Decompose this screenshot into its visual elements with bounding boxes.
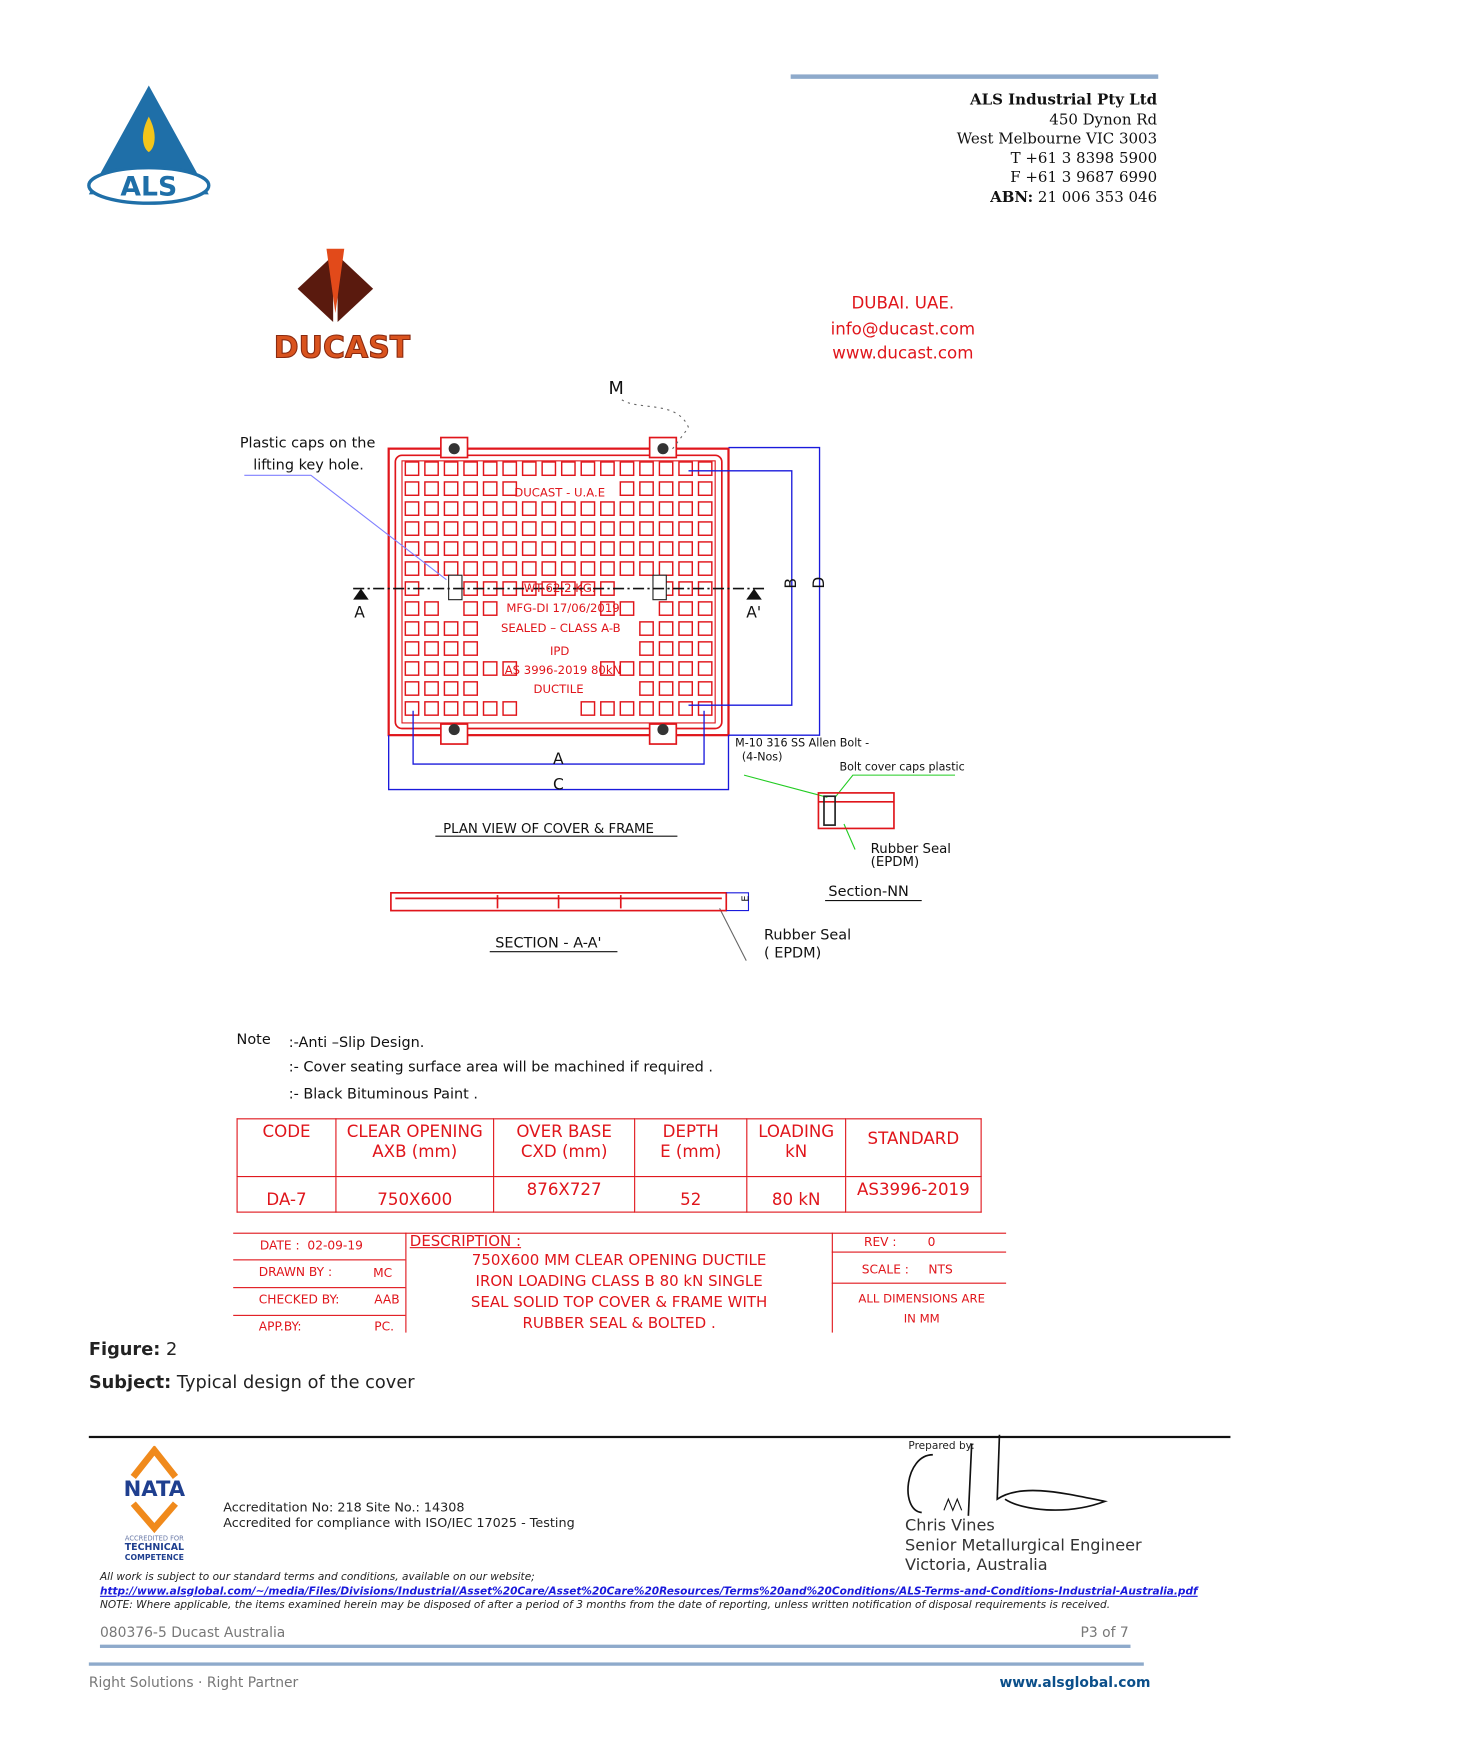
bolt-label: (4-Nos) (741, 750, 783, 764)
grid-square (405, 702, 418, 715)
grid-square (444, 522, 457, 535)
grid-square (484, 502, 497, 515)
grid-square (699, 602, 712, 615)
cover-markings (501, 485, 621, 696)
grid-square (405, 482, 418, 495)
ducast-email[interactable]: info@ducast.com (830, 318, 976, 339)
footer-rule-blue (89, 1662, 1144, 1665)
grid-square (679, 562, 692, 575)
grid-square (444, 622, 457, 635)
grid-square (484, 562, 497, 575)
grid-square (699, 482, 712, 495)
grid-square (464, 702, 477, 715)
grid-square (464, 522, 477, 535)
grid-square (659, 682, 672, 695)
figure-subject: Subject: Typical design of the cover (88, 1371, 415, 1393)
grid-square (425, 522, 438, 535)
grid-square (464, 662, 477, 675)
grid-square (640, 542, 653, 555)
grid-square (484, 602, 497, 615)
grid-square (405, 562, 418, 575)
section-aa-detail (391, 893, 726, 911)
grid-square (444, 562, 457, 575)
grid-square (620, 542, 633, 555)
grid-square (464, 602, 477, 615)
bolt-label: M-10 316 SS Allen Bolt - (735, 736, 870, 750)
grid-square (542, 562, 555, 575)
grid-square (620, 662, 633, 675)
grid-square (425, 702, 438, 715)
section-nn-detail (818, 793, 894, 829)
drawn-by-value: MC (373, 1265, 393, 1281)
grid-square (484, 482, 497, 495)
grid-square (425, 682, 438, 695)
svg-text:A: A (354, 603, 365, 622)
grid-square (699, 642, 712, 655)
grid-square (444, 662, 457, 675)
signature (900, 1433, 1122, 1527)
grid-square (484, 702, 497, 715)
rubber-seal-label: Rubber Seal (764, 927, 852, 944)
grid-square (562, 462, 575, 475)
grid-square (464, 642, 477, 655)
grid-square (679, 702, 692, 715)
grid-square (523, 542, 536, 555)
note-item: :- Black Bituminous Paint . (288, 1086, 478, 1103)
note-item: :-Anti –Slip Design. (288, 1034, 425, 1052)
signer-location: Victoria, Australia (905, 1556, 1048, 1575)
svg-text:A: A (553, 750, 564, 769)
grid-square (679, 602, 692, 615)
grid-square (601, 542, 614, 555)
grid-square (699, 462, 712, 475)
date-value: 02-09-19 (307, 1238, 363, 1253)
figure-caption: Figure: 2 (88, 1338, 178, 1360)
abn: 21 006 353 046 (1037, 188, 1158, 206)
grid-square (542, 542, 555, 555)
green-leaders (744, 775, 955, 849)
rubber-seal-label: ( EPDM) (764, 945, 822, 962)
section-aa-title: SECTION - A-A' (495, 935, 602, 952)
grid-square (640, 502, 653, 515)
terms-link[interactable]: http://www.alsglobal.com/~/media/Files/Divisions/Industrial/Asset%20Care/Asset%20Care%20Resources/Terms%20and%20Conditions/ALS-Terms-and-Conditions-Industrial-Australia.pdf (99, 1585, 1198, 1598)
grid-square (601, 502, 614, 515)
grid-square (640, 702, 653, 715)
grid-square (444, 502, 457, 515)
grid-square (699, 542, 712, 555)
grid-square (523, 522, 536, 535)
grid-square (640, 642, 653, 655)
grid-square (679, 462, 692, 475)
grid-square (640, 462, 653, 475)
grid-square (659, 662, 672, 675)
grid-square (679, 522, 692, 535)
grid-square (503, 462, 516, 475)
section-arrow-icon (746, 589, 762, 600)
svg-text:B: B (782, 577, 801, 589)
grid-square (405, 642, 418, 655)
grid-square (444, 702, 457, 715)
grid-square (464, 482, 477, 495)
grid-square (425, 542, 438, 555)
section-arrow-icon (353, 589, 369, 600)
lifting-key-hole-icon (653, 575, 666, 599)
grid-square (679, 622, 692, 635)
scale-value: NTS (928, 1262, 953, 1278)
grid-square (601, 562, 614, 575)
note-item: :- Cover seating surface area will be machined if required . (288, 1059, 714, 1077)
grid-square (679, 502, 692, 515)
cover-text: SEALED – CLASS A-B (500, 620, 621, 635)
grid-square (523, 502, 536, 515)
grid-square (601, 702, 614, 715)
svg-text:ACCREDITED FOR: ACCREDITED FOR (124, 1534, 184, 1543)
city: West Melbourne VIC 3003 (956, 129, 1158, 148)
svg-text:DUCAST: DUCAST (273, 330, 411, 364)
grid-square (464, 682, 477, 695)
grid-square (405, 462, 418, 475)
grid-square (581, 562, 594, 575)
grid-square (405, 502, 418, 515)
grid-square (425, 662, 438, 675)
grid-square (484, 542, 497, 555)
grid-square (405, 622, 418, 635)
svg-text:C: C (553, 775, 564, 794)
abn-label: ABN: (990, 188, 1034, 206)
dim-e-label: E (740, 895, 752, 902)
grid-square (640, 562, 653, 575)
grid-square (581, 542, 594, 555)
grid-square (659, 622, 672, 635)
grid-square (679, 682, 692, 695)
website-link[interactable]: www.alsglobal.com (999, 1673, 1151, 1691)
signer-block (905, 1516, 1142, 1576)
grid-square (444, 482, 457, 495)
grid-square (503, 542, 516, 555)
grid-square (405, 602, 418, 615)
grid-square (523, 562, 536, 575)
svg-text:NATA: NATA (123, 1475, 186, 1501)
grid-square (562, 522, 575, 535)
grid-square (699, 502, 712, 515)
grid-square (640, 622, 653, 635)
report-id: 080376-5 Ducast Australia (99, 1623, 286, 1641)
grid-square (464, 462, 477, 475)
grid-square (444, 642, 457, 655)
svg-text:TECHNICAL: TECHNICAL (124, 1542, 184, 1554)
app-by-value: PC. (374, 1319, 395, 1334)
grid-square (679, 542, 692, 555)
prepared-by-label: Prepared by: (908, 1440, 975, 1453)
svg-text:COMPETENCE: COMPETENCE (124, 1553, 184, 1563)
spec-table (237, 1118, 982, 1212)
grid-square (562, 562, 575, 575)
grid-square (542, 522, 555, 535)
grid-square (699, 562, 712, 575)
grid-square (444, 542, 457, 555)
rubber-seal-nn-label: (EPDM) (870, 855, 920, 871)
grid-square (484, 462, 497, 475)
grid-square (405, 662, 418, 675)
grid-square (503, 702, 516, 715)
note-label: Note (236, 1031, 271, 1049)
callout-leader (244, 475, 446, 579)
footer-rule-blue (100, 1645, 1131, 1648)
grid-square (542, 462, 555, 475)
rubber-seal-nn-label: Rubber Seal (870, 841, 952, 857)
grid-square (581, 502, 594, 515)
grid-square (620, 462, 633, 475)
checked-by-value: AAB (374, 1292, 400, 1308)
signer-name: Chris Vines (905, 1516, 995, 1535)
grid-square (659, 702, 672, 715)
rubber-seal-leader (720, 908, 747, 960)
signer-title: Senior Metallurgical Engineer (905, 1536, 1142, 1555)
grid-square (659, 562, 672, 575)
svg-text:M: M (608, 379, 624, 400)
grid-square (659, 502, 672, 515)
grid-square (699, 522, 712, 535)
fax: F +61 3 9687 6990 (1010, 168, 1158, 187)
terms: All work is subject to our standard terms and conditions, available on our website; http://www.alsglobal.com/~/media/Files/Divisions/Industrial/Asset%20Care/Asset%20Care%20Resources/Terms%20and%20Conditions/ALS-Terms-and-Conditions-Industrial-Australia.pdf NOTE: Where applicable, the items examined herein may be disposed of after a period of 3 months from the date of reporting, unless written notification of disposal requirements is received. (99, 1571, 1198, 1612)
grid-square (581, 522, 594, 535)
grid-square (542, 502, 555, 515)
grid-square (444, 462, 457, 475)
grid-square (659, 642, 672, 655)
grid-square (699, 682, 712, 695)
grid-square (679, 662, 692, 675)
phone: T +61 3 8398 5900 (1010, 149, 1158, 168)
grid-square (679, 482, 692, 495)
grid-square (640, 662, 653, 675)
svg-text:D: D (809, 576, 828, 589)
rev-value: 0 (927, 1234, 936, 1250)
notes-list (289, 1032, 713, 1108)
grid-square (620, 502, 633, 515)
report-page: ALS ALS Industrial Pty Ltd 450 Dynon Rd West Melbourne VIC 3003 T +61 3 8398 5900 F +61 3 9687 6990 ABN: 21 006 353 046 DUCAST DUBAI. UAE. info@ducast.com www.ducast.com DUCAST - U.A.E WT-62.2 KG. MFG-DI 17/06/2019 SEALED – CLASS A-B IPD AS 3996-2019 80kN DUCTILE A C B D A A' M Plastic caps on the lifting key hole. PLAN VIEW OF COVER & FRAME SECTION - A-A' Section-NN Rubber Seal ( EPDM) Rubber Seal (EPDM) M-10 316 SS Allen Bolt - (4-Nos) Bolt cover caps plastic E Note :-Anti –Slip Design. :- Cover seating surface area will be machined if required . :- Black Bituminous Paint . CODE CLEAR OPENING AXB (mm) OVER BASE CXD (mm) DEPTH E (mm) LOADING kN STANDARD DA-7 750X600 876X727 52 80 kN AS3996-2019 DATE : 02-09-19 DRAWN BY : MC CHECKED BY: AAB APP.BY: PC. DESCRIPTION : 750X600 MM CLEAR OPENING DUCTILE IRON LOADING CLASS B 80 kN SINGLE SEAL SOLID TOP COVER & FRAME WITH RUBBER SEAL & BOLTED . REV : 0 SCALE : NTS ALL DIMENSIONS ARE IN MM Figure: 2 Subject: Typical design of the cover NATA ACCREDITED FOR TECHNICAL COMPETENCE Accreditation No: 218 Site No.: 14308 Accredited for compliance with ISO/IEC 17025 - Testing Prepared by: Chris Vines Senior Metallurgical Engineer Victoria, Australia All work is subject to our standard terms and conditions, available on our website; http://www.alsglobal.com/~/media/Files/Divisions/Industrial/Asset%20Care/Asset%20Care%20Resources/Terms%20and%20Conditions/ALS-Terms-and-Conditions-Industrial-Australia.pdf NOTE: Where applicable, the items examined herein may be disposed of after a period of 3 months from the date of reporting, unless written notification of disposal requirements is received. 080376-5 Ducast Australia P3 of 7 Right Solutions · Right Partner www.alsglobal.com (0, 0, 1477, 1755)
grid-square (640, 522, 653, 535)
grid-square (659, 482, 672, 495)
grid-square (620, 562, 633, 575)
cover-text: MFG-DI 17/06/2019 (506, 600, 620, 615)
page-number: P3 of 7 (1080, 1623, 1129, 1641)
bolt-caps-label: Bolt cover caps plastic (839, 760, 965, 774)
grid-square (620, 602, 633, 615)
grid-square (425, 642, 438, 655)
grid-square (581, 462, 594, 475)
grid-square (464, 622, 477, 635)
grid-square (484, 662, 497, 675)
grid-square (620, 522, 633, 535)
grid-square (659, 602, 672, 615)
grid-square (425, 462, 438, 475)
grid-square (464, 542, 477, 555)
grid-square (640, 682, 653, 695)
grid-square (659, 522, 672, 535)
cover-text: DUCTILE (533, 681, 584, 696)
description: 750X600 MM CLEAR OPENING DUCTILE IRON LOADING CLASS B 80 kN SINGLE SEAL SOLID TOP COVER & FRAME WITH RUBBER SEAL & BOLTED . (470, 1251, 768, 1333)
street: 450 Dynon Rd (1049, 110, 1158, 129)
plan-view-title: PLAN VIEW OF COVER & FRAME (443, 821, 654, 837)
callout-caps-text: lifting key hole. (253, 457, 364, 474)
table-row: DA-7 750X600 876X727 52 80 kN AS3996-2019 (237, 1177, 981, 1213)
accreditation: Accreditation No: 218 Site No.: 14308 Accredited for compliance with ISO/IEC 17025 - Testing (223, 1499, 575, 1531)
grid-square (699, 662, 712, 675)
grid-square (503, 522, 516, 535)
grid-square (699, 622, 712, 635)
table-header-row: CODE CLEAR OPENING AXB (mm) OVER BASE CXD (mm) DEPTH E (mm) LOADING kN STANDARD (237, 1119, 981, 1177)
nata-logo (115, 1446, 193, 1566)
grid-square (503, 562, 516, 575)
grid-square (601, 462, 614, 475)
lifting-key-hole-icon (449, 575, 462, 599)
grid-square (601, 522, 614, 535)
cover-text: DUCAST - U.A.E (514, 485, 606, 500)
grid-square (620, 702, 633, 715)
cover-text: IPD (549, 644, 570, 659)
ducast-web[interactable]: www.ducast.com (832, 343, 974, 364)
grid-square (562, 542, 575, 555)
cover-text: AS 3996-2019 80kN (504, 663, 622, 678)
grid-square (620, 482, 633, 495)
company-name: ALS Industrial Pty Ltd (969, 91, 1158, 109)
callout-caps-text: Plastic caps on the (239, 435, 376, 452)
grid-square (581, 702, 594, 715)
cover-text: WT-62.2 KG. (523, 580, 596, 595)
grid-square (503, 502, 516, 515)
grid-square (405, 682, 418, 695)
grid-square (659, 462, 672, 475)
als-logo-text: ALS (120, 171, 178, 203)
grid-square (444, 682, 457, 695)
grid-square (405, 522, 418, 535)
header-code: CODE (262, 1121, 311, 1142)
grid-square (679, 642, 692, 655)
grid-square (562, 502, 575, 515)
grid-square (425, 602, 438, 615)
grid-square (640, 482, 653, 495)
grid-square (659, 542, 672, 555)
grid-square (523, 462, 536, 475)
grid-square (425, 622, 438, 635)
grid-square (464, 562, 477, 575)
svg-text:A': A' (746, 603, 762, 622)
section-nn-title: Section-NN (828, 884, 909, 901)
grid-square (425, 502, 438, 515)
grid-square (484, 522, 497, 535)
grid-square (699, 702, 712, 715)
grid-square (464, 502, 477, 515)
grid-square (425, 482, 438, 495)
ducast-location: DUBAI. UAE. (851, 293, 955, 314)
tagline: Right Solutions · Right Partner (88, 1673, 299, 1691)
